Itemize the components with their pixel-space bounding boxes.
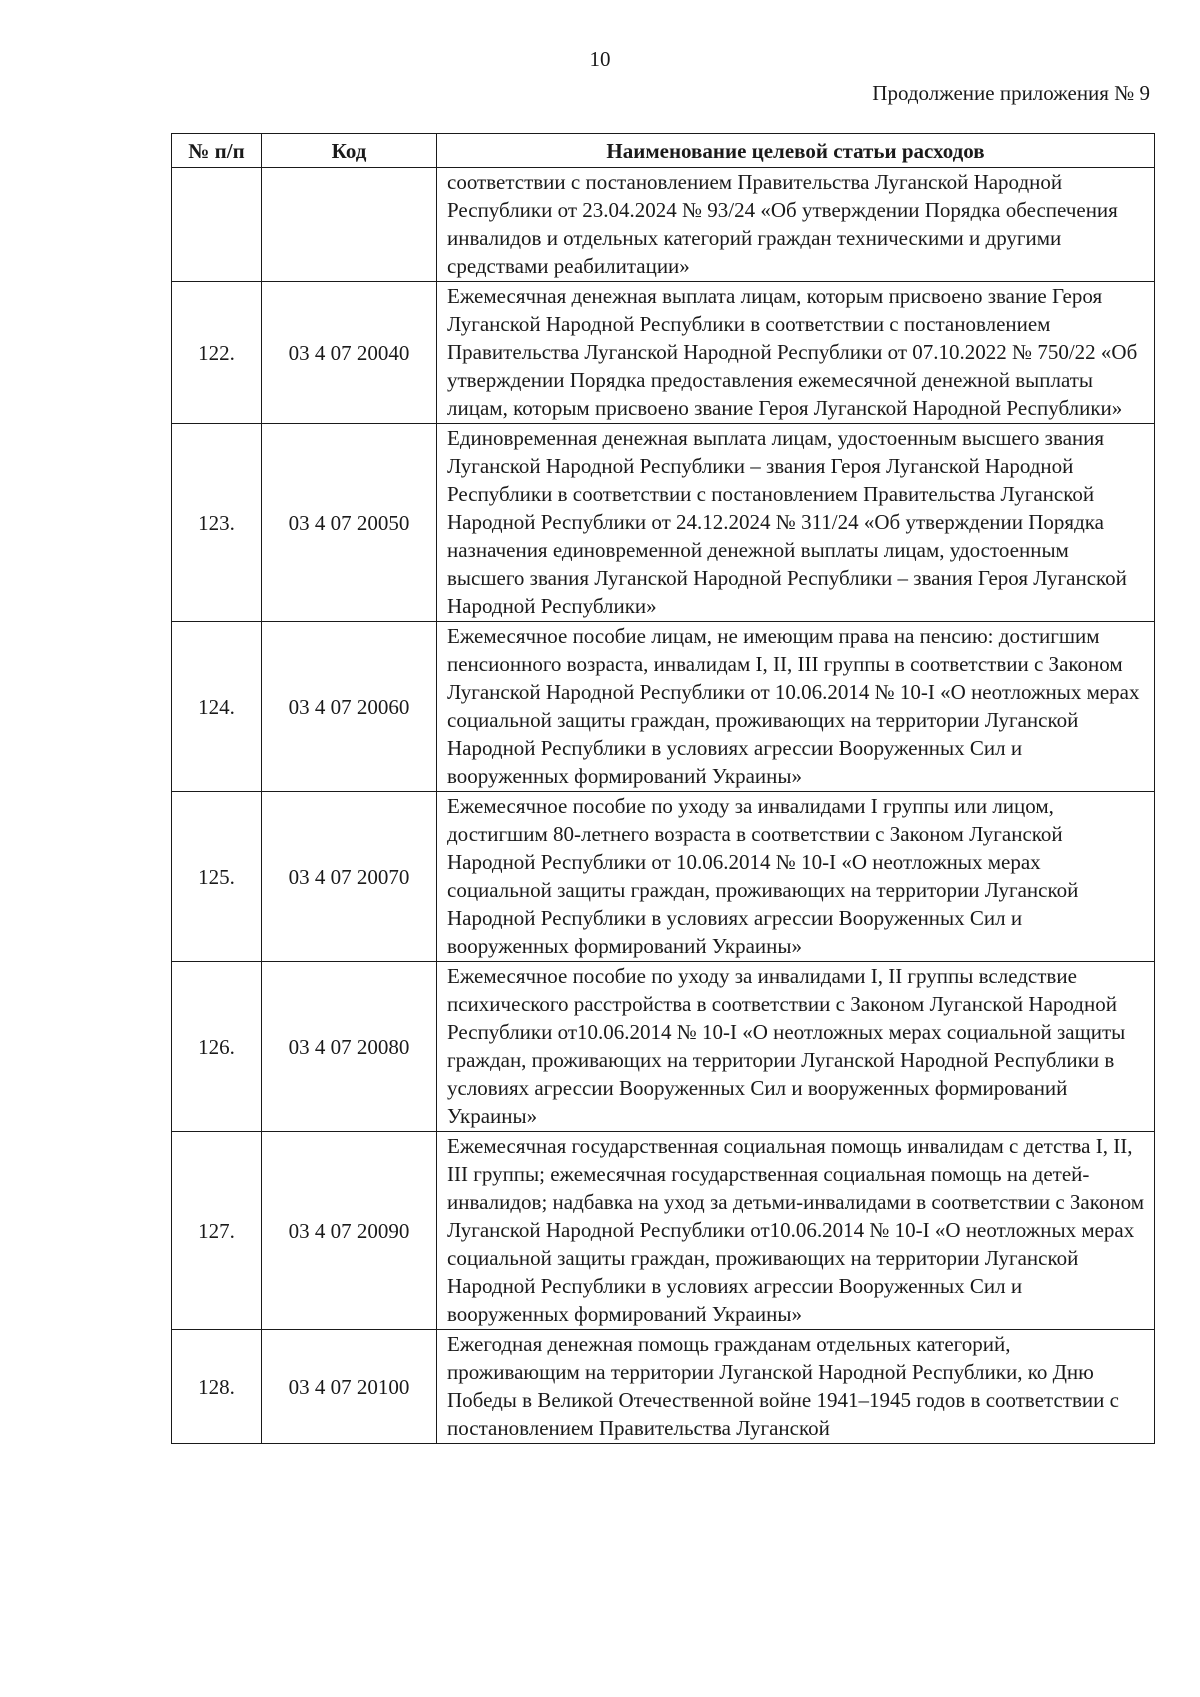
row-number: 122. bbox=[172, 282, 262, 424]
row-number: 123. bbox=[172, 424, 262, 622]
table-header-row bbox=[172, 134, 1155, 168]
header-item-name: Наименование целевой статьи расходов bbox=[437, 134, 1155, 168]
row-code: 03 4 07 20070 bbox=[262, 792, 437, 962]
table-row bbox=[172, 792, 1155, 962]
expenditure-table bbox=[171, 133, 1155, 1444]
appendix-continuation-label: Продолжение приложения № 9 bbox=[872, 81, 1150, 105]
row-code: 03 4 07 20100 bbox=[262, 1330, 437, 1444]
row-description: Единовременная денежная выплата лицам, удостоенным высшего звания Луганской Народной Республики – звания Героя Луганской Народной Республики в соответствии с постановлением Правительства Луганской Народной Республики от 24.12.2024 № 311/24 «Об утверждении Порядка назначения единовременной денежной выплаты лицам, удостоенным высшего звания Луганской Народной Республики – звания Героя Луганской Народной Республики» bbox=[437, 424, 1155, 622]
header-number: № п/п bbox=[172, 134, 262, 168]
row-description: Ежемесячная государственная социальная помощь инвалидам с детства I, II, III группы; ежемесячная государственная социальная помощь на детей-инвалидов; надбавка на уход за детьми-инвалидами в соответствии с Законом Луганской Народной Республики от10.06.2014 № 10-I «О неотложных мерах социальной защиты граждан, проживающих на территории Луганской Народной Республики в условиях агрессии Вооруженных Сил и вооруженных формирований Украины» bbox=[437, 1132, 1155, 1330]
table-row-continued bbox=[172, 168, 1155, 282]
row-description: Ежемесячное пособие по уходу за инвалидами I группы или лицом, достигшим 80-летнего возраста в соответствии с Законом Луганской Народной Республики от 10.06.2014 № 10-I «О неотложных мерах социальной защиты граждан, проживающих на территории Луганской Народной Республики в условиях агрессии Вооруженных Сил и вооруженных формирований Украины» bbox=[437, 792, 1155, 962]
header-code: Код bbox=[262, 134, 437, 168]
row-number: 126. bbox=[172, 962, 262, 1132]
row-number: 128. bbox=[172, 1330, 262, 1444]
row-description: Ежемесячное пособие по уходу за инвалидами I, II группы вследствие психического расстройства в соответствии с Законом Луганской Народной Республики от10.06.2014 № 10-I «О неотложных мерах социальной защиты граждан, проживающих на территории Луганской Народной Республики в условиях агрессии Вооруженных Сил и вооруженных формирований Украины» bbox=[437, 962, 1155, 1132]
row-code: 03 4 07 20040 bbox=[262, 282, 437, 424]
row-number: 124. bbox=[172, 622, 262, 792]
table-row bbox=[172, 1132, 1155, 1330]
row-code: 03 4 07 20090 bbox=[262, 1132, 437, 1330]
table-row bbox=[172, 424, 1155, 622]
table-row bbox=[172, 962, 1155, 1132]
row-description: Ежемесячная денежная выплата лицам, которым присвоено звание Героя Луганской Народной Республики в соответствии с постановлением Правительства Луганской Народной Республики от 07.10.2022 № 750/22 «Об утверждении Порядка предоставления ежемесячной денежной выплаты лицам, которым присвоено звание Героя Луганской Народной Республики» bbox=[437, 282, 1155, 424]
row-code: 03 4 07 20080 bbox=[262, 962, 437, 1132]
row-number: 127. bbox=[172, 1132, 262, 1330]
continued-code-cell bbox=[262, 168, 437, 282]
table-row bbox=[172, 622, 1155, 792]
table-row bbox=[172, 282, 1155, 424]
continued-description: соответствии с постановлением Правительства Луганской Народной Республики от 23.04.2024 № 93/24 «Об утверждении Порядка обеспечения инвалидов и отдельных категорий граждан техническими и другими средствами реабилитации» bbox=[437, 168, 1155, 282]
row-description: Ежемесячное пособие лицам, не имеющим права на пенсию: достигшим пенсионного возраста, инвалидам I, II, III группы в соответствии с Законом Луганской Народной Республики от 10.06.2014 № 10-I «О неотложных мерах социальной защиты граждан, проживающих на территории Луганской Народной Республики в условиях агрессии Вооруженных Сил и вооруженных формирований Украины» bbox=[437, 622, 1155, 792]
row-code: 03 4 07 20050 bbox=[262, 424, 437, 622]
continued-num-cell bbox=[172, 168, 262, 282]
row-number: 125. bbox=[172, 792, 262, 962]
row-description: Ежегодная денежная помощь гражданам отдельных категорий, проживающим на территории Луганской Народной Республики, ко Дню Победы в Великой Отечественной войне 1941–1945 годов в соответствии с постановлением Правительства Луганской bbox=[437, 1330, 1155, 1444]
table-row bbox=[172, 1330, 1155, 1444]
page-number: 10 bbox=[589, 47, 611, 71]
row-code: 03 4 07 20060 bbox=[262, 622, 437, 792]
